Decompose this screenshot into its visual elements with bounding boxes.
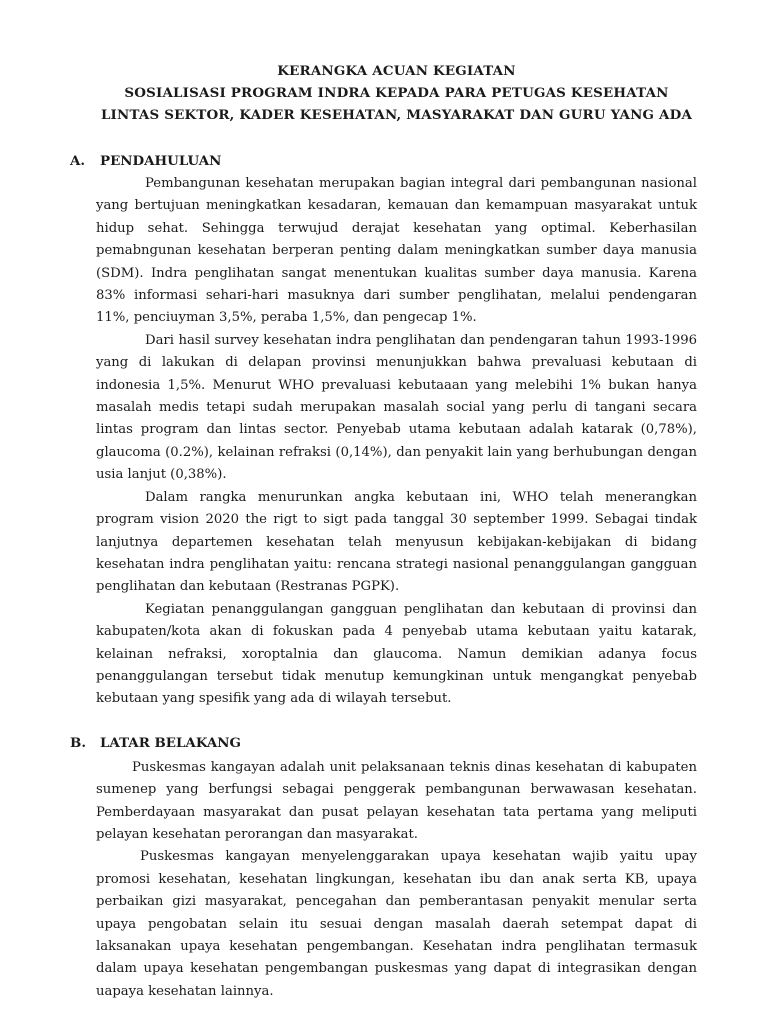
paragraph: Pembangunan kesehatan merupakan bagian integral dari pembangunan nasional yang bertujuan meningkatkan kesadaran, kemauan dan kemampuan masyarakat untuk hidup sehat. Sehingga terwujud derajat kesehatan yang optimal. Keberhasilan pemabngunan kesehatan berperan penting dalam meningkatkan sumber daya manusia (SDM). Indra penglihatan sangat menentukan kualitas sumber daya manusia. Karena 83% informasi sehari-hari masuknya dari sumber penglihatan, melalui pendengaran 11%, penciuyman 3,5%, peraba 1,5%, dan pengecap 1%. <box>96 176 697 326</box>
section-letter: A. <box>70 153 86 169</box>
title-line-2: SOSIALISASI PROGRAM INDRA KEPADA PARA PETUGAS KESEHATAN <box>124 85 669 101</box>
section-letter: B. <box>70 734 86 751</box>
document-title <box>70 60 723 126</box>
title-line-3: LINTAS SEKTOR, KADER KESEHATAN, MASYARAKAT DAN GURU YANG ADA <box>100 107 693 123</box>
paragraph: Dalam rangka menurunkan angka kebutaan ini, WHO telah menerangkan program vision 2020 the rigt to sigt pada tanggal 30 september 1999. Sebagai tindak lanjutnya departemen kesehatan telah menyusun kebijakan-kebijakan di bidang kesehatan indra penglihatan yaitu: rencana strategi nasional penanggulangan gangguan penglihatan dan kebutaan (Restranas PGPK). <box>96 489 697 595</box>
paragraph: Puskesmas kangayan menyelenggarakan upaya kesehatan wajib yaitu upay promosi kesehatan, kesehatan lingkungan, kesehatan ibu dan anak serta KB, upaya perbaikan gizi masyarakat, pencegahan dan pemberantasan penyakit menular serta upaya pengobatan selain itu sesuai dengan masalah daerah setempat dapat di laksanakan upaya kesehatan pengembangan. Kesehatan indra penglihatan termasuk dalam upaya kesehatan pengembangan puskesmas yang dapat di integrasikan dengan uapaya kesehatan lainnya. <box>96 849 697 999</box>
title-line-1: KERANGKA ACUAN KEGIATAN <box>277 63 516 79</box>
section-title: LATAR BELAKANG <box>100 734 241 751</box>
section-heading-pendahuluan <box>70 151 697 171</box>
section-heading-latar-belakang <box>70 733 697 753</box>
paragraph: Kegiatan penanggulangan gangguan penglihatan dan kebutaan di provinsi dan kabupaten/kota akan di fokuskan pada 4 penyebab utama kebutaan yaitu katarak, kelainan nefraksi, xoroptalnia dan glaucoma. Namun demikian adanya focus penanggulangan tersebut tidak menutup kemungkinan untuk mengangkat penyebab kebutaan yang spesifik yang ada di wilayah tersebut. <box>96 601 697 707</box>
section-title: PENDAHULUAN <box>100 153 222 169</box>
paragraph: Dari hasil survey kesehatan indra penglihatan dan pendengaran tahun 1993-1996 yang di lakukan di delapan provinsi menunjukkan bahwa prevaluasi kebutaan di indonesia 1,5%. Menurut WHO prevaluasi kebutaaan yang melebihi 1% bukan hanya masalah medis tetapi sudah merupakan masalah social yang perlu di tangani secara lintas program dan lintas sector. Penyebab utama kebutaan adalah katarak (0,78%), glaucoma (0.2%), kelainan refraksi (0,14%), dan penyakit lain yang berhubungan dengan usia lanjut (0,38%). <box>96 332 697 483</box>
paragraph: Puskesmas kangayan adalah unit pelaksanaan teknis dinas kesehatan di kabupaten sumenep yang berfungsi sebagai penggerak pembangunan berwawasan kesehatan. Pemberdayaan masyarakat dan pusat pelayan kesehatan tata pertama yang meliputi pelayan kesehatan perorangan dan masyarakat. <box>96 759 697 842</box>
